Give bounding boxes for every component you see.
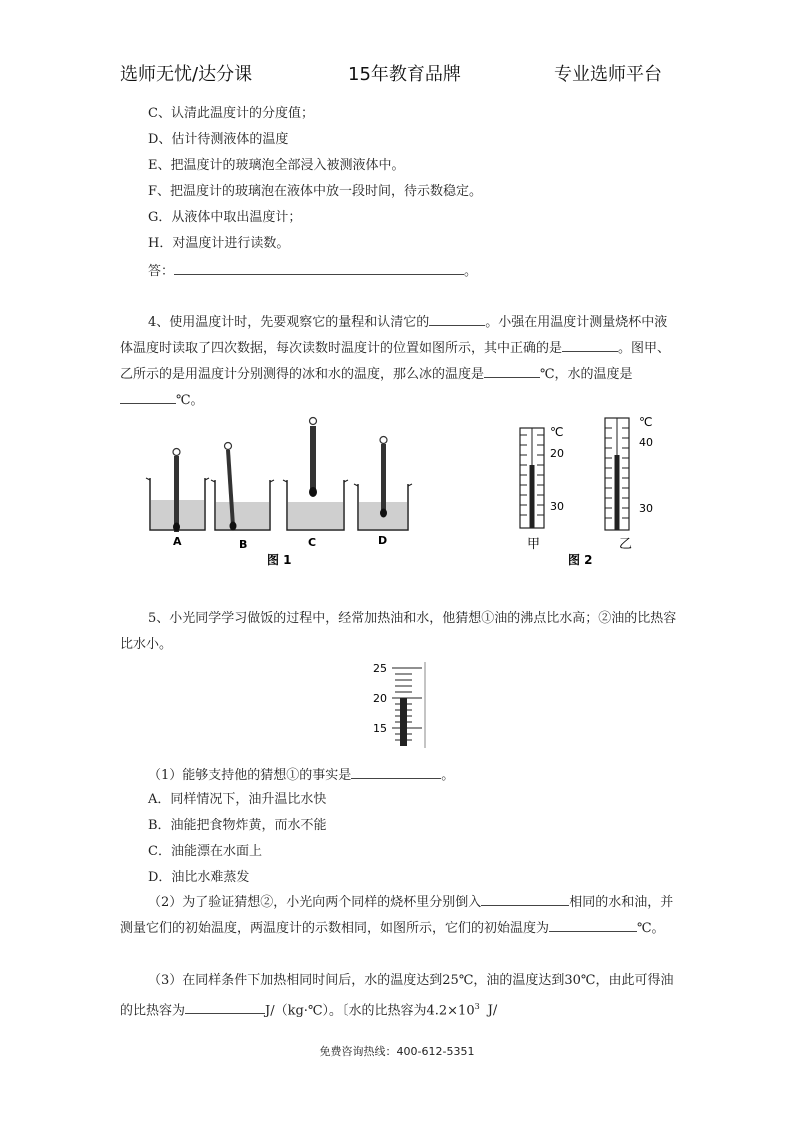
label-b: B: [239, 538, 248, 551]
beaker-b: [211, 443, 274, 531]
sub2-blank-1[interactable]: [481, 891, 569, 906]
q4-text-4: ℃，水的温度是: [540, 367, 633, 382]
sub2-text-1: （2）为了验证猜想②，小光向两个同样的烧杯里分别倒入: [148, 895, 482, 910]
sub-question-1: [148, 764, 454, 786]
answer-suffix: 。: [464, 264, 478, 279]
q4-text-2: 。小强在用温度计测量烧杯中液体温度时读取了四次数据，每次读数时温度计的位置如图所示，其中正确的是: [120, 315, 668, 356]
sub-question-3: [120, 968, 680, 1024]
q4-blank-1[interactable]: [429, 311, 485, 326]
q4-text-3: 。图甲、乙所示的是用温度计分别测得的冰和水的温度，那么冰的温度是: [120, 341, 671, 382]
footer-hotline: 免费咨询热线：400-612-5351: [319, 1045, 475, 1058]
question-5: 5、小光同学学习做饭的过程中，经常加热油和水，他猜想①油的沸点比水高；②油的比热容比水小。: [120, 611, 677, 652]
q4-blank-2[interactable]: [562, 337, 618, 352]
sub3-blank[interactable]: [185, 999, 265, 1014]
sub3-value: 4.2×10: [426, 1003, 475, 1019]
label-a: A: [173, 535, 182, 548]
beaker-d: [354, 437, 412, 531]
sub1-end: 。: [441, 768, 455, 783]
header-center: 15年教育品牌: [348, 64, 461, 85]
q4-text-1: 4、使用温度计时，先要观察它的量程和认清它的: [148, 315, 430, 330]
answer-blank[interactable]: [174, 260, 464, 275]
tick-25: 25: [373, 662, 387, 675]
question-4: [120, 310, 680, 414]
label-c: C: [308, 536, 317, 549]
tick-15: 15: [373, 722, 387, 735]
jia-label: 甲: [527, 537, 541, 552]
label-d: D: [378, 534, 388, 547]
sub3-text-2: J/（kg·℃）。〔水的比热容为: [265, 1003, 427, 1019]
sub3-exponent: 3: [474, 1002, 480, 1011]
q4-blank-4[interactable]: [120, 389, 176, 404]
thermometer-yi: [605, 415, 653, 552]
beaker-c: [283, 418, 348, 531]
yi-label: 乙: [619, 537, 633, 552]
sub2-text-3: ℃。: [637, 921, 665, 936]
answer-line: [148, 260, 477, 282]
sub3-text-1: （3）在同样条件下加热相同时间后，水的温度达到25℃，油的温度达到30℃，由此可得油的比热容为: [120, 973, 674, 1019]
jia-unit: ℃: [550, 425, 564, 439]
sub1-text: （1）能够支持他的猜想①的事实是: [148, 768, 352, 783]
step-g: G．从液体中取出温度计；: [148, 210, 302, 225]
step-e: E、把温度计的玻璃泡全部浸入被测液体中。: [148, 158, 405, 173]
step-f: F、把温度计的玻璃泡在液体中放一段时间，待示数稳定。: [148, 184, 483, 199]
option-c: C．油能漂在水面上: [148, 844, 262, 859]
q4-text-5: ℃。: [176, 393, 204, 408]
sub3-text-3: J/: [487, 1003, 498, 1019]
step-d: D、估计待测液体的温度: [148, 132, 289, 147]
option-a: A．同样情况下，油升温比水快: [148, 792, 327, 807]
yi-unit: ℃: [639, 415, 653, 429]
yi-tick-top: 40: [639, 436, 653, 449]
option-d: D．油比水难蒸发: [148, 870, 250, 885]
header-left: 选师无忧/达分课: [120, 64, 253, 85]
figure-2-thermometers: [505, 410, 665, 575]
yi-tick-bottom: 30: [639, 502, 653, 515]
jia-tick-top: 20: [550, 447, 564, 460]
header-right: 专业选师平台: [554, 64, 662, 85]
fig1-caption: 图 1: [267, 553, 292, 567]
option-b: B．油能把食物炸黄，而水不能: [148, 818, 327, 833]
step-h: H．对温度计进行读数。: [148, 236, 290, 251]
beaker-a: [146, 449, 209, 533]
sub2-text-2: 相同的水和油，并测量它们的初始温度，两温度计的示数相同，如图所示，它们的初始温度为: [120, 895, 674, 936]
thermometer-initial-temp: [370, 660, 435, 750]
q4-blank-3[interactable]: [484, 363, 540, 378]
step-c: C、认清此温度计的分度值；: [148, 106, 314, 121]
thermometer-jia: [520, 425, 564, 552]
sub2-blank-2[interactable]: [549, 917, 637, 932]
sub-question-2: [120, 890, 680, 942]
fig2-caption: 图 2: [568, 553, 593, 567]
figure-1-beakers: [140, 410, 420, 575]
sub1-blank[interactable]: [351, 764, 441, 779]
tick-20: 20: [373, 692, 387, 705]
answer-prefix: 答：: [148, 264, 175, 279]
jia-tick-bottom: 30: [550, 500, 564, 513]
